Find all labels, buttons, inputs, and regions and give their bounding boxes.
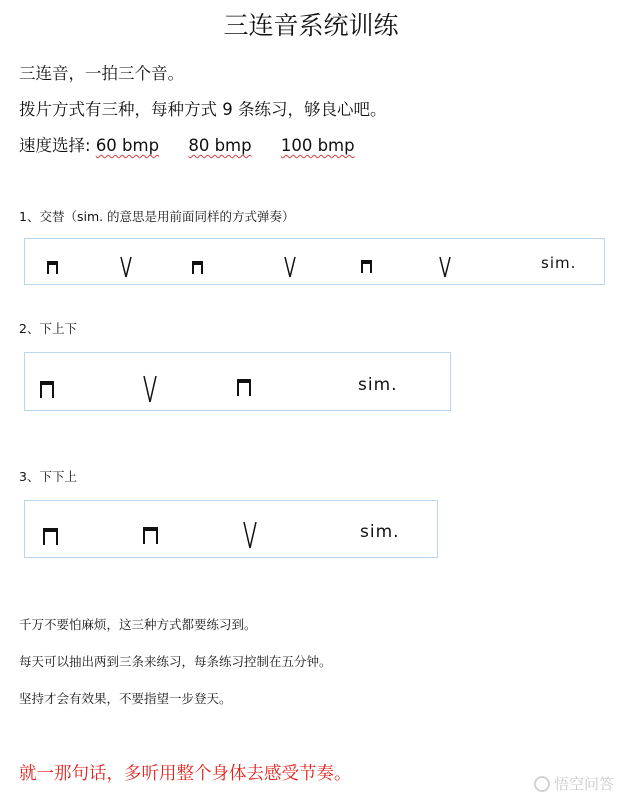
section-heading-2: 2、下上下 xyxy=(19,321,77,336)
note-line-2: 每天可以抽出两到三条来练习，每条练习控制在五分钟。 xyxy=(19,654,332,669)
up-bow-icon xyxy=(284,256,296,278)
watermark xyxy=(534,773,614,794)
speed-option-60: 60 bmp xyxy=(95,136,160,155)
up-bow-icon xyxy=(243,521,257,549)
pattern-box-3 xyxy=(24,500,438,558)
down-bow-icon xyxy=(40,381,54,398)
up-bow-icon xyxy=(439,256,451,278)
up-bow-icon xyxy=(143,375,157,403)
section-heading-3: 3、下下上 xyxy=(19,469,77,484)
pattern-box-1 xyxy=(24,238,605,285)
up-bow-icon xyxy=(120,256,132,278)
pattern-box-2 xyxy=(24,352,451,411)
note-line-1: 千万不要怕麻烦，这三种方式都要练习到。 xyxy=(19,617,257,632)
intro-line-1: 三连音，一拍三个音。 xyxy=(19,64,184,83)
note-line-3: 坚持才会有效果，不要指望一步登天。 xyxy=(19,691,232,706)
down-bow-icon xyxy=(237,379,251,396)
down-bow-icon xyxy=(47,261,58,274)
watermark-logo-icon xyxy=(534,776,550,792)
speed-option-100: 100 bmp xyxy=(280,136,355,155)
page-title: 三连音系统训练 xyxy=(223,11,399,40)
speed-label: 速度选择: xyxy=(19,136,96,155)
sim-label: sim. xyxy=(541,254,577,272)
speed-line xyxy=(19,132,355,156)
closing-line: 就一那句话，多听用整个身体去感受节奏。 xyxy=(19,764,352,784)
sim-label: sim. xyxy=(358,375,398,395)
intro-line-2: 拨片方式有三种，每种方式 9 条练习，够良心吧。 xyxy=(19,100,387,119)
sim-label: sim. xyxy=(360,522,400,542)
speed-option-80: 80 bmp xyxy=(188,136,252,155)
down-bow-icon xyxy=(43,528,58,545)
down-bow-icon xyxy=(143,527,158,544)
down-bow-icon xyxy=(192,261,203,274)
down-bow-icon xyxy=(361,260,372,273)
watermark-text: 悟空问答 xyxy=(553,775,614,793)
section-heading-1: 1、交替（sim. 的意思是用前面同样的方式弹奏） xyxy=(19,209,295,224)
